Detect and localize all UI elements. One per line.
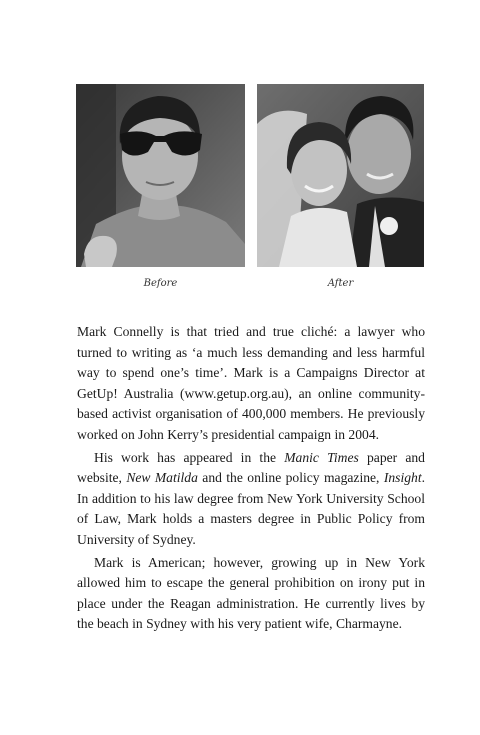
insight-title: Insight: [383, 470, 422, 486]
author-bio: [77, 322, 425, 635]
after-caption: After: [327, 278, 354, 289]
before-photo: [76, 84, 245, 267]
bio-p2-text-a: His work has appeared in the: [94, 449, 285, 465]
bio-paragraph-1: Mark Connelly is that tried and true cliché: a lawyer who turned to writing as ‘a much less demanding and less harmful way to spend one’s time’. Mark is a Campaigns Director at GetUp! Australia (www.getup.org.au), an online community-based activist organisation of 400,000 members. He previously worked on John Kerry’s presidential campaign in 2004.: [77, 324, 425, 442]
new-matilda-title: New Matilda: [126, 470, 198, 486]
bio-paragraph-2: [77, 448, 425, 551]
after-photo: [257, 84, 424, 267]
bio-p2-text-b: paper and website,: [77, 449, 425, 486]
bio-p2-text-c: and the online policy magazine,: [197, 470, 384, 486]
bio-p2-text-d: . In addition to his law degree from New York University School of Law, Mark holds a masters degree in Public Policy from University of Sydney.: [77, 470, 425, 547]
manic-times-title: Manic Times: [284, 449, 359, 465]
before-caption: Before: [143, 278, 178, 289]
bio-paragraph-3: Mark is American; however, growing up in New York allowed him to escape the general prohibition on irony put in place under the Reagan administration. He currently lives by the beach in Sydney with his very patient wife, Charmayne.: [77, 554, 425, 632]
